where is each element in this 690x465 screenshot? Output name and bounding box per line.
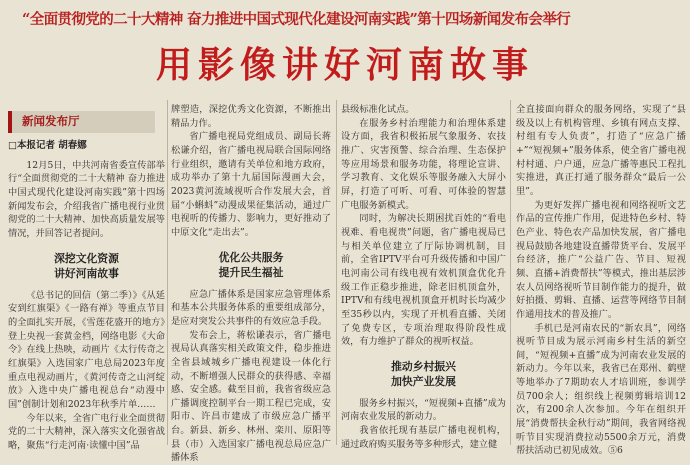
section-tag-label: 新闻发布厅 xyxy=(22,114,80,129)
article-column-2 xyxy=(171,103,331,464)
article-column-3 xyxy=(341,103,506,450)
subheading-line: 推动乡村振兴 xyxy=(391,359,456,373)
paragraph: 在服务乡村治理能力和治理体系建设方面，我省积极拓展气象服务、农技推广、灾害预警、综合治理、生态保护等应用场景和服务功能，将理论宣讲、学习教育、文化娱乐等服务融入大屏小屏，打造了可听、可看、可体验的智慧广电服务新模式。 xyxy=(341,117,506,211)
paragraph: 省广播电视局党组成员、副局长蒋松谦介绍，省广播电视局联合国际网络行业组织，邀请有关单位和地方政府，成功举办了第十九届国际漫画大会，2023黄河流域视听合作发展大会，首届“小蝌蚪”动漫成果征集活动，通过广电视听的传播力、影响力，更好推动了中原文化“走出去”。 xyxy=(171,131,331,238)
subheading xyxy=(171,250,331,280)
paragraph: 县级标准化试点。 xyxy=(341,104,415,115)
subheading-line: 优化公共服务 xyxy=(218,250,284,264)
kicker-headline: “全面贯彻党的二十大精神 奋力推进中国式现代化建设河南实践”第十四场新闻发布会举行 xyxy=(22,11,571,28)
column-divider xyxy=(510,100,511,445)
section-tag xyxy=(8,111,165,133)
article-column-1 xyxy=(8,103,165,451)
subheading-line: 讲好河南故事 xyxy=(54,266,119,280)
byline: □本报记者 胡春娜 xyxy=(8,140,87,151)
tag-bar xyxy=(8,111,12,133)
paragraph: 发布会上，蒋松谦表示，省广播电视局认真落实相关政策文件，稳步推进全省县域城乡广播电视建设一体化行动，不断增强人民群众的获得感、幸福感、安全感。截至目前，我省省级应急广播调度控制平台一期工程已完成，安阳市、许昌市建成了市级应急广播平台。新县、新乡、林州、栾川、原阳等县（市）入选国家广播电视总局应急广播体系 xyxy=(171,329,331,464)
paragraph: 牌塑造，深挖优秀文化资源，不断推出精品力作。 xyxy=(171,104,331,129)
paragraph: 手机已是河南农民的“新农具”，网络视听节目成为展示河南乡村生活的新空间，“短视频+直播”成为河南农业发展的新动力。今年以来，我省已在郑州、鹤壁等地举办了7期助农人才培训班，参训学员700余人；组织线上视频剪辑培训12次，有200余人次参加。今年在组织开展“消费帮扶金秋行动”期间，我省网络视听节目实现消费拉动5500余万元，消费帮扶活动已初见成效。⑤6 xyxy=(516,322,686,457)
subheading xyxy=(8,251,165,281)
paragraph: 服务乡村振兴，“短视频+直播”成为河南农业发展的新动力。 xyxy=(341,397,506,423)
paragraph: 今年以来，全省广电行业全面贯彻党的二十大精神，深入落实文化强省战略，聚焦“行走河南·读懂中国”品 xyxy=(8,412,165,451)
paragraph: 《总书记的回信（第二季）》《从延安到红旗渠》《一路有禅》等重点节目的全面扎实开展，《雪莲花盛开的地方》登上央视一套黄金档，网络电影《大命令》在线上热映，动画片《太行传奇之红旗渠》入选国家广电总局2023年度重点电视动画片，《黄河传奇之山河绽放》入选中央广播电视总台“动漫中国”创制计划和2023年秋季片单…… xyxy=(8,289,165,410)
main-headline: 用影像讲好河南故事 xyxy=(155,44,534,86)
paragraph: 为更好发挥广播电视和网络视听文艺作品的宣传推广作用，促进特色乡村、特色产业、特色农产品加快发展，省广播电视局鼓励各地建设直播带货平台、发展平台经济，推广“公益广告、节目、短视频、直播+消费帮扶”等模式，推出基层涉农人员网络视听节目制作能力的提升，做好拍摄、剪辑、直播、运营等网络节目制作通用技术的普及推广。 xyxy=(516,199,686,320)
paragraph: 同时，为解决长期困扰百姓的“看电视难、看电视贵”问题，省广播电视局已与相关单位建立了厅际协调机制，目前，全省IPTV平台可升级传播和中国广电河南公司有线电视有效机顶盒优化升级工作正稳步推进，除老旧机顶盒外，IPTV和有线电视机顶盒开机时长均减少至35秒以内，实现了开机看直播、关闭了免费专区，专项治理取得阶段性成效，有力维护了群众的视听权益。 xyxy=(341,213,506,348)
column-divider xyxy=(336,100,337,445)
paragraph: 全直接面向群众的服务网络，实现了“县级及以上有机构管理、乡镇有网点支撑、村组有专人负责”，打造了“应急广播+”“短视频+”服务体系，使全省广播电视村村通、户户通，应急广播等惠民工程扎实推进，真正打通了服务群众“最后一公里”。 xyxy=(516,104,686,197)
subheading-line: 加快产业发展 xyxy=(391,374,456,388)
paragraph: 我省依托现有基层广播电视机构，通过政府购买服务等多种形式，建立健 xyxy=(341,425,506,450)
subheading-line: 深挖文化资源 xyxy=(54,251,119,265)
article-column-4 xyxy=(516,103,686,457)
paragraph: 应急广播体系是国家应急管理体系和基本公共服务体系的重要组成部分，是应对突发公共事件的有效应急手段。 xyxy=(171,288,331,327)
paragraph: 12月5日，中共河南省委宣传部举行“全面贯彻党的二十大精神 奋力推进中国式现代化建设河南实践”第十四场新闻发布会，介绍我省广播电视行业贯彻党的二十大精神、加快高质量发展等情况，并回答记者提问。 xyxy=(8,159,165,239)
subheading xyxy=(341,359,506,389)
subheading-line: 提升民生福祉 xyxy=(218,265,284,279)
column-divider xyxy=(167,100,168,445)
tag-notch xyxy=(155,111,165,133)
